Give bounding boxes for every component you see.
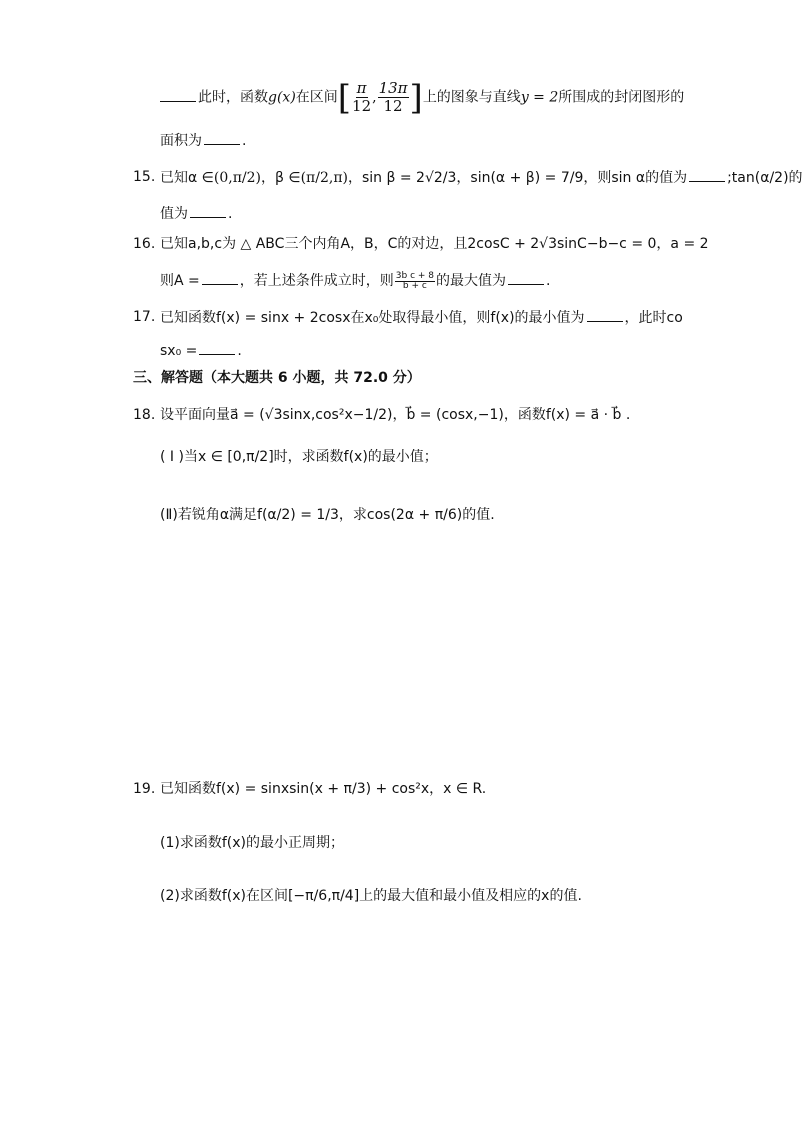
answer-blank[interactable] xyxy=(508,270,544,285)
answer-blank[interactable] xyxy=(204,130,240,145)
interval-end-fraction: $\frac{13\pi}{12}$ xyxy=(378,79,408,115)
question-number: 16. xyxy=(133,236,156,252)
q19-part1: (1)求函数f(x)的最小正周期； xyxy=(160,835,344,851)
answer-blank[interactable] xyxy=(190,203,226,218)
q18-part1: ( I )当x ∈ [0,π/2]时，求函数f(x)的最小值； xyxy=(160,449,438,465)
question-number: 18. xyxy=(133,407,156,423)
answer-blank[interactable] xyxy=(199,340,235,355)
q18-part2: (Ⅱ)若锐角α满足f(α/2) = 1/3，求cos(2α + π/6)的值. xyxy=(160,507,495,523)
q19-part2: (2)求函数f(x)在区间[−π/6,π/4]上的最大值和最小值及相应的x的值. xyxy=(160,888,582,904)
section-heading: 三、解答题（本大题共 6 小题，共 72.0 分） xyxy=(133,370,421,386)
question-number: 17. xyxy=(133,309,156,325)
q16-line1: 已知a,b,c为 △ ABC三个内角A，B，C的对边，且2cosC + 2√3sinC−b−c = 0，a = 2 xyxy=(160,236,709,252)
question-number: 19. xyxy=(133,781,156,797)
answer-blank[interactable] xyxy=(202,270,238,285)
answer-blank[interactable] xyxy=(160,87,196,102)
answer-blank[interactable] xyxy=(689,167,725,182)
interval-start-fraction: $\frac{\pi}{12}$ xyxy=(352,79,372,115)
interval-bracket: [ xyxy=(337,77,352,118)
q14-line1: 此时，函数g(x)在区间[ $\frac{\pi}{12}$ , $\frac{13\pi}{12}$ ]上的图象与直线y = 2所围成的封闭图形的 xyxy=(160,80,684,115)
q17-line2: sx₀ = . xyxy=(160,340,242,361)
question-number: 15. xyxy=(133,169,156,185)
q14-line2: 面积为 . xyxy=(160,130,246,151)
q18-stem: 设平面向量a⃗ = (√3sinx,cos²x−1/2)，b⃗ = (cosx,−1)，函数f(x) = a⃗ · b⃗ . xyxy=(160,407,631,423)
q15-line1: 已知α ∈(0,π/2)，β ∈(π/2,π)，sin β = 2√2/3，sin(α + β) = 7/9，则sin α的值为 ;tan(α/2)的 xyxy=(160,167,803,188)
answer-blank[interactable] xyxy=(587,307,623,322)
q16-line2: 则A = ，若上述条件成立时，则 $\frac{\text{3b c + 8}}{b + c}$ 的最大值为 . xyxy=(160,270,551,291)
q17-line1: 已知函数f(x) = sinx + 2cosx在x₀处取得最小值，则f(x)的最小值为 ，此时co xyxy=(160,307,683,328)
q16-fraction: $\frac{\text{3b c + 8}}{b + c}$ xyxy=(395,270,435,291)
q19-stem: 已知函数f(x) = sinxsin(x + π/3) + cos²x，x ∈ R. xyxy=(160,781,487,797)
q15-line2: 值为 . xyxy=(160,203,232,224)
